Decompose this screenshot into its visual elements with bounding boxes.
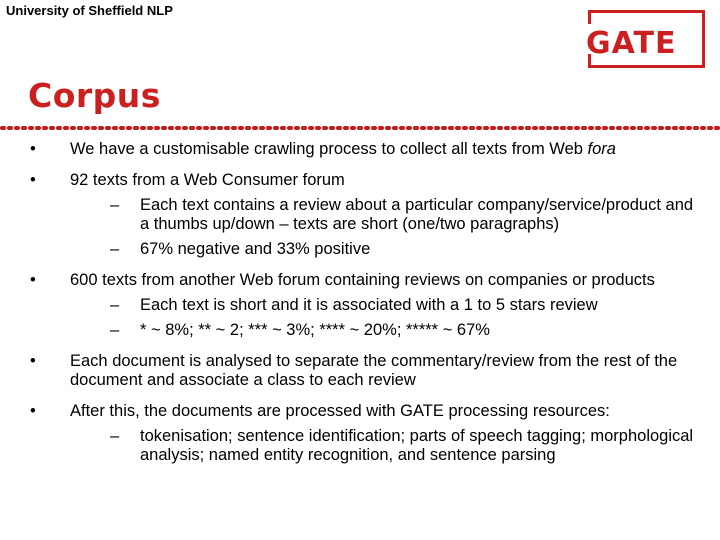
dotted-divider <box>0 124 720 132</box>
bullet-text: We have a customisable crawling process to collect all texts from Web <box>70 140 588 158</box>
bullet-text: Each document is analysed to separate the commentary/review from the rest of the document and associate a class to each review <box>70 352 678 389</box>
bullet-item <box>30 140 700 159</box>
bullet-marker: • <box>30 171 36 189</box>
sub-bullet-marker: – <box>110 296 120 314</box>
sub-bullet-marker: – <box>110 240 120 258</box>
bullet-item <box>30 352 700 390</box>
sub-bullet-item <box>70 321 700 340</box>
sub-bullet-item <box>70 196 700 234</box>
svg-text:GATE: GATE <box>586 26 677 61</box>
bullet-marker: • <box>30 140 36 158</box>
bullet-text: 92 texts from a Web Consumer forum <box>70 171 345 189</box>
slide-body <box>30 140 700 477</box>
bullet-text-italic: fora <box>587 140 616 158</box>
sub-bullet-item <box>70 427 700 465</box>
sub-bullet-item <box>70 296 700 315</box>
bullet-marker: • <box>30 402 36 420</box>
sub-bullet-marker: – <box>110 321 120 339</box>
sub-bullet-marker: – <box>110 427 120 445</box>
gate-logo <box>578 8 712 72</box>
bullet-item <box>30 402 700 465</box>
sub-bullet-text: 67% negative and 33% positive <box>140 240 371 258</box>
sub-bullet-text: Each text contains a review about a particular company/service/product and a thumbs up/down – texts are short (one/two paragraphs) <box>140 196 694 233</box>
bullet-text: After this, the documents are processed with GATE processing resources: <box>70 402 610 420</box>
sub-bullet-text: tokenisation; sentence identification; parts of speech tagging; morphological analysis; named entity recognition, and sentence parsing <box>140 427 694 464</box>
sub-bullet-item <box>70 240 700 259</box>
bullet-text: 600 texts from another Web forum containing reviews on companies or products <box>70 271 655 289</box>
slide-title: Corpus <box>28 76 161 115</box>
bullet-item <box>30 271 700 340</box>
sub-bullet-text: * ~ 8%; ** ~ 2; *** ~ 3%; **** ~ 20%; ***** ~ 67% <box>140 321 490 339</box>
bullet-marker: • <box>30 352 36 370</box>
sub-bullet-marker: – <box>110 196 120 214</box>
sub-bullet-text: Each text is short and it is associated with a 1 to 5 stars review <box>140 296 598 314</box>
bullet-marker: • <box>30 271 36 289</box>
logo-lettering <box>586 10 705 68</box>
bullet-item <box>30 171 700 259</box>
organization-label: University of Sheffield NLP <box>6 3 173 18</box>
